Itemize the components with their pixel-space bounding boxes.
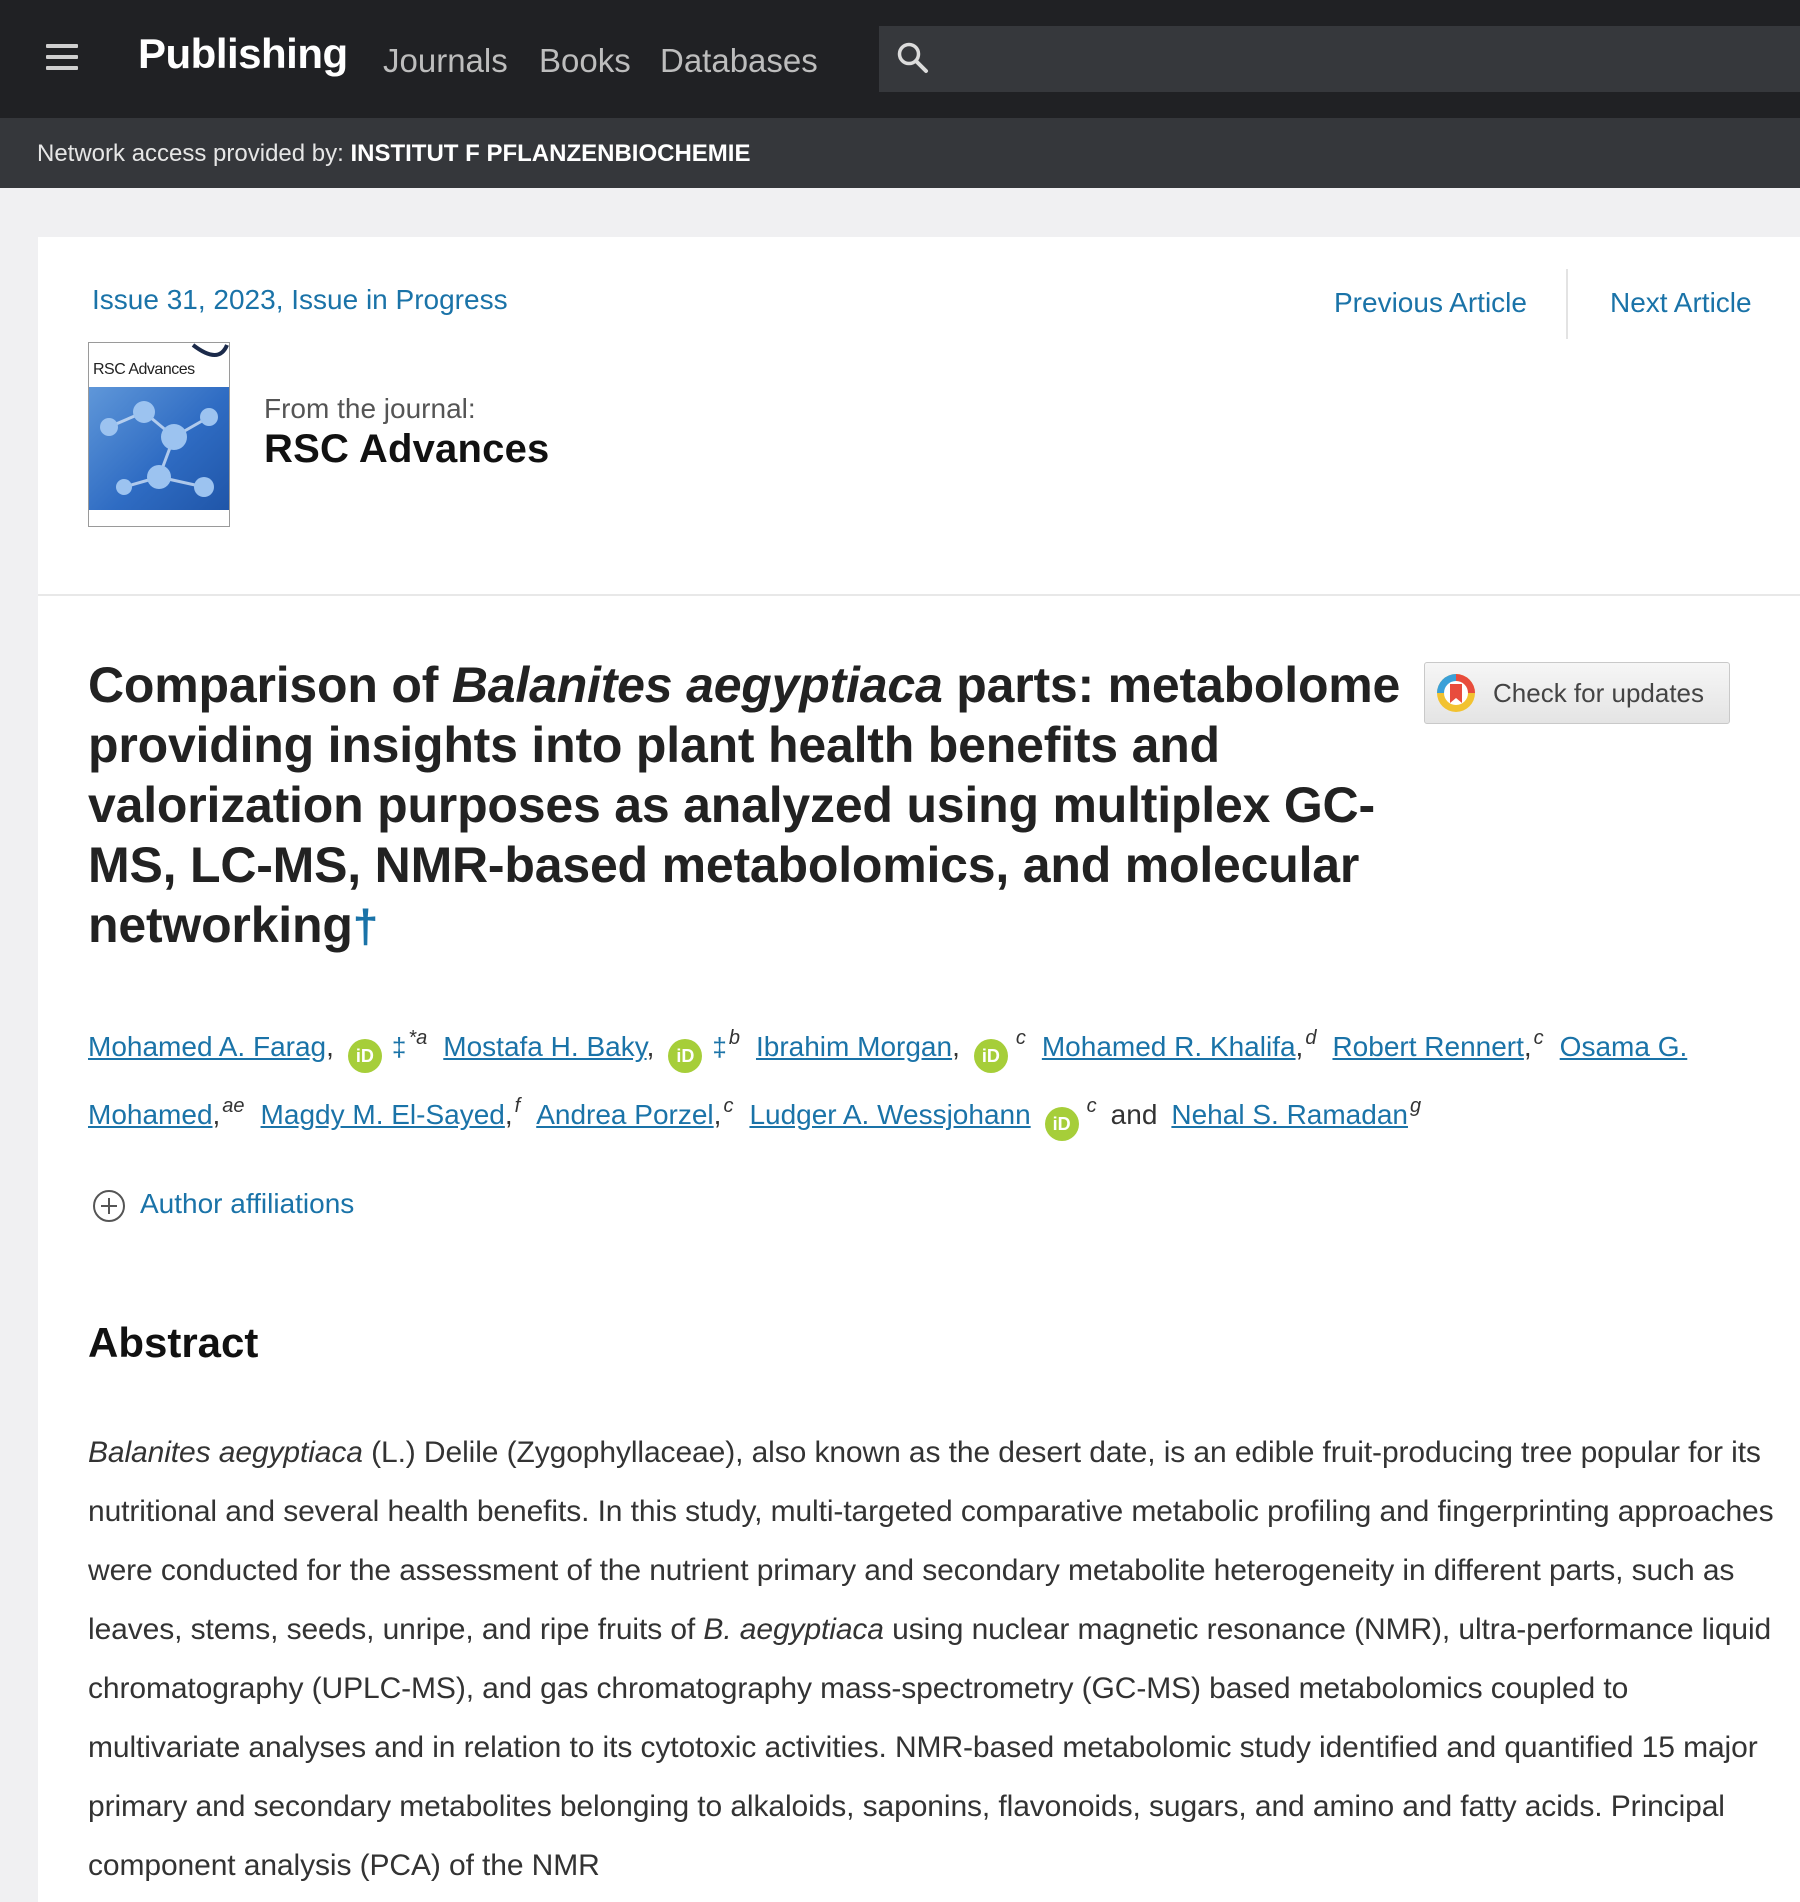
molecule-graphic — [89, 387, 230, 510]
article-card — [38, 237, 1800, 1902]
author-separator: , — [952, 1031, 960, 1062]
access-label: Network access provided by: — [37, 140, 344, 167]
author-link[interactable]: Robert Rennert — [1332, 1031, 1524, 1062]
author-link[interactable]: Nehal S. Ramadan — [1171, 1099, 1408, 1130]
author-separator: , — [326, 1031, 334, 1062]
author-separator: , — [1295, 1031, 1304, 1062]
article-nav-divider — [1566, 269, 1568, 339]
abstract-text-part2: using nuclear magnetic resonance (NMR), ultra-performance liquid chromatography (UPLC-MS), and gas chromatography mass-spectrometry (GC-MS) based metabolomics coupled to multivariate analyses and in relation to its cytotoxic activities. NMR-based metabolomic study identified and quantified 15 major primary and secondary metabolites belonging to alkaloids, saponins, flavonoids, sugars, and amino and fatty acids. Principal component analysis (PCA) of the NMR — [88, 1613, 1772, 1882]
access-institution: INSTITUT F PFLANZENBIOCHEMIE — [350, 140, 751, 167]
article-title — [88, 655, 1428, 956]
affiliation-marker: d — [1305, 1027, 1317, 1049]
author-separator: , — [1523, 1031, 1532, 1062]
author-link[interactable]: Magdy M. El-Sayed — [260, 1099, 505, 1130]
access-notice — [37, 140, 750, 168]
author-link[interactable]: Ibrahim Morgan — [755, 1031, 953, 1062]
abstract-heading: Abstract — [88, 1319, 259, 1366]
author-link[interactable]: Osama G. Mohamed — [88, 1031, 1688, 1130]
author-list — [88, 1009, 1768, 1144]
author-link[interactable]: Mostafa H. Baky — [443, 1031, 647, 1062]
affiliation-marker: g — [1409, 1095, 1422, 1117]
equal-contribution-mark[interactable]: ‡ — [391, 1032, 407, 1062]
author-separator: , — [504, 1099, 513, 1130]
affiliation-marker: c — [723, 1095, 734, 1117]
title-text-start: Comparison of — [88, 657, 452, 713]
author-link[interactable]: Mohamed A. Farag — [88, 1031, 327, 1062]
affiliation-marker: c — [1533, 1027, 1544, 1049]
affiliation-marker: b — [728, 1027, 740, 1049]
author-separator: , — [646, 1031, 655, 1062]
affiliation-marker: c — [1015, 1027, 1026, 1049]
equal-contribution-mark[interactable]: ‡ — [712, 1032, 727, 1062]
affiliation-marker: c — [1086, 1095, 1097, 1117]
author-link[interactable]: Andrea Porzel — [536, 1099, 714, 1130]
menu-icon[interactable] — [46, 44, 78, 70]
author-link[interactable]: Mohamed R. Khalifa — [1041, 1031, 1296, 1062]
abstract-species-abbrev: B. aegyptiaca — [703, 1613, 884, 1646]
title-species-name: Balanites aegyptiaca — [451, 657, 943, 713]
cover-corner-mark — [189, 343, 229, 367]
check-for-updates-label: Check for updates — [1493, 678, 1705, 708]
brand-logo[interactable]: Publishing — [138, 30, 348, 77]
search-icon[interactable] — [893, 38, 933, 78]
previous-article-link[interactable]: Previous Article — [1334, 287, 1527, 318]
authors-conjunction: and — [1110, 1099, 1158, 1130]
title-text-rest: parts: metabolome providing insights into plant health benefits and valorization purposes as analyzed using multiplex GC-MS, LC-MS, NMR-based metabolomics, and molecular networking — [88, 657, 1401, 953]
author-separator: , — [212, 1099, 221, 1130]
abstract-text — [88, 1423, 1778, 1895]
expand-plus-icon — [92, 1189, 126, 1223]
issue-link[interactable]: Issue 31, 2023, Issue in Progress — [92, 284, 508, 315]
next-article-link[interactable]: Next Article — [1610, 287, 1752, 318]
affiliation-marker: ae — [222, 1095, 245, 1117]
abstract-species-name: Balanites aegyptiaca — [88, 1436, 363, 1469]
orcid-icon[interactable]: iD — [348, 1039, 382, 1073]
check-for-updates-button[interactable] — [1424, 662, 1730, 724]
journal-cover-image[interactable] — [88, 342, 230, 527]
author-link[interactable]: Ludger A. Wessjohann — [749, 1099, 1031, 1130]
author-affiliations-label: Author affiliations — [140, 1188, 355, 1219]
access-bar — [0, 118, 1800, 188]
top-navigation-bar — [0, 0, 1800, 118]
from-journal-label: From the journal: — [264, 393, 476, 424]
abstract-text-part1: (L.) Delile (Zygophyllaceae), also known as the desert date, is an edible fruit-producing tree popular for its nutritional and several health benefits. In this study, multi-targeted comparative metabolic profiling and fingerprinting approaches were conducted for the assessment of the nutrient primary and secondary metabolite heterogeneity in different parts, such as leaves, stems, seeds, unripe, and ripe fruits of — [88, 1436, 1774, 1646]
nav-link-databases[interactable]: Databases — [660, 42, 818, 79]
nav-link-journals[interactable]: Journals — [383, 42, 508, 79]
card-divider — [38, 594, 1800, 596]
crossmark-icon — [1435, 672, 1477, 714]
nav-link-books[interactable]: Books — [539, 42, 631, 79]
affiliation-marker: f — [514, 1095, 521, 1117]
orcid-icon[interactable]: iD — [668, 1039, 702, 1073]
title-footnote-link[interactable]: † — [352, 900, 379, 952]
journal-name[interactable]: RSC Advances — [264, 427, 550, 471]
orcid-icon[interactable]: iD — [1045, 1107, 1079, 1141]
cover-title: RSC Advances — [93, 361, 195, 378]
author-separator: , — [713, 1099, 722, 1130]
orcid-icon[interactable]: iD — [974, 1039, 1008, 1073]
cover-artwork — [89, 387, 230, 510]
search-input[interactable] — [879, 26, 1800, 92]
affiliation-marker: *a — [408, 1027, 428, 1049]
